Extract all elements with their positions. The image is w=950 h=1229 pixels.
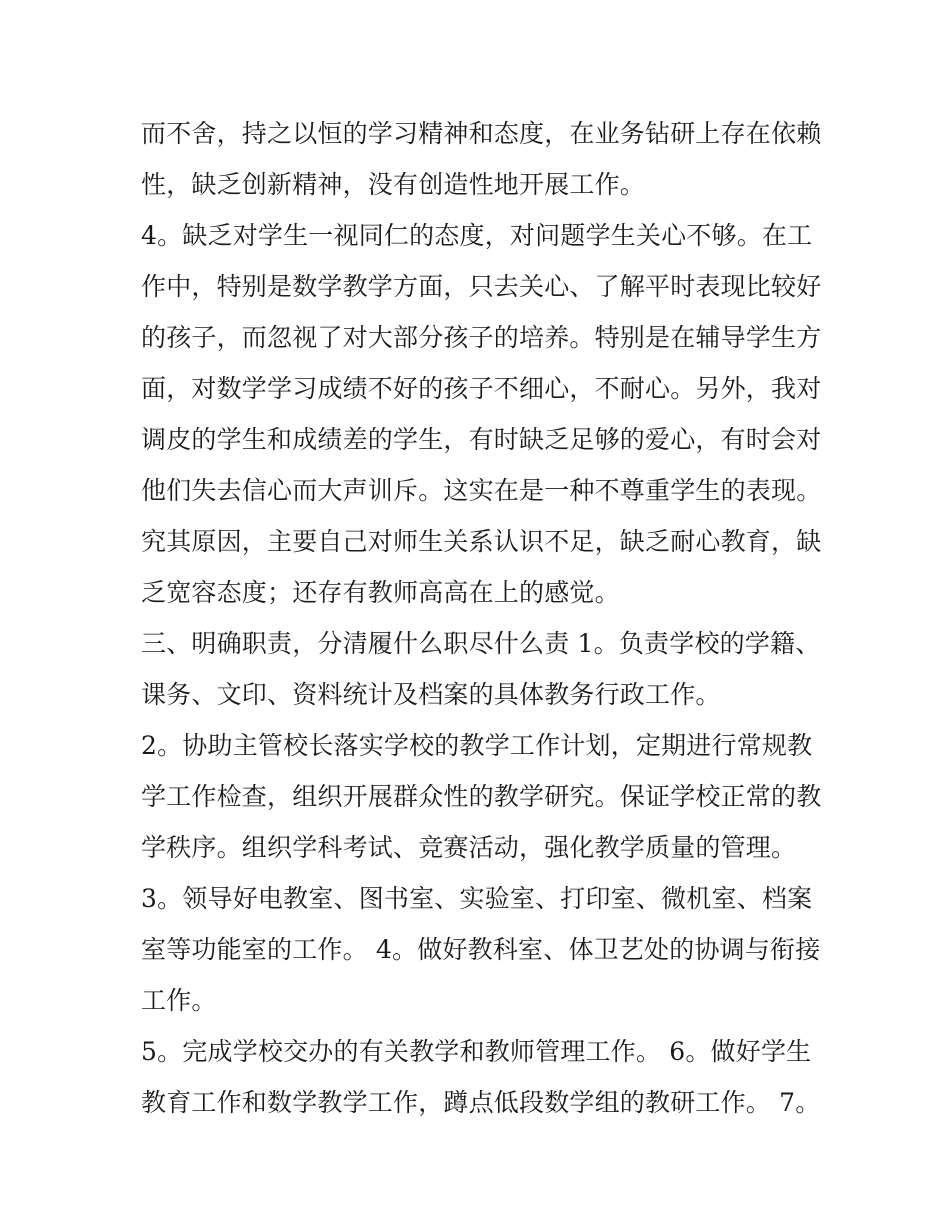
- text-line: 而不舍，持之以恒的学习精神和态度，在业务钻研上存在依赖: [141, 119, 822, 148]
- text-line: 工作。: [141, 986, 217, 1015]
- text-line: 作中，特别是数学教学方面，只去关心、了解平时表现比较好: [141, 272, 822, 301]
- text-line: 教育工作和数学教学工作，蹲点低段数学组的教研工作。 7。: [141, 1088, 821, 1117]
- text-line: 究其原因，主要自己对师生关系认识不足，缺乏耐心教育，缺: [141, 527, 822, 556]
- text-line: 三、明确职责，分清履什么职尽什么责 1。负责学校的学籍、: [141, 629, 821, 658]
- text-line: 2。协助主管校长落实学校的教学工作计划，定期进行常规教: [141, 731, 813, 760]
- text-line: 室等功能室的工作。 4。做好教科室、体卫艺处的协调与衔接: [141, 935, 821, 964]
- text-line: 性，缺乏创新精神，没有创造性地开展工作。: [141, 170, 646, 199]
- text-line: 学秩序。组织学科考试、竞赛活动，强化教学质量的管理。: [141, 833, 797, 862]
- document-body: [141, 108, 821, 1128]
- text-line: 5。完成学校交办的有关教学和教师管理工作。 6。做好学生: [141, 1037, 812, 1066]
- text-line: 课务、文印、资料统计及档案的具体教务行政工作。: [141, 680, 721, 709]
- text-line: 4。缺乏对学生一视同仁的态度，对问题学生关心不够。在工: [141, 221, 813, 250]
- text-line: 3。领导好电教室、图书室、实验室、打印室、微机室、档案: [141, 884, 813, 913]
- text-line: 的孩子，而忽视了对大部分孩子的培养。特别是在辅导学生方: [141, 323, 822, 352]
- text-line: 学工作检查，组织开展群众性的教学研究。保证学校正常的教: [141, 782, 822, 811]
- text-line: 调皮的学生和成绩差的学生，有时缺乏足够的爱心，有时会对: [141, 425, 822, 454]
- text-line: 面，对数学学习成绩不好的孩子不细心，不耐心。另外，我对: [141, 374, 822, 403]
- text-line: 乏宽容态度；还存有教师高高在上的感觉。: [141, 578, 620, 607]
- text-line: 他们失去信心而大声训斥。这实在是一种不尊重学生的表现。: [141, 476, 822, 505]
